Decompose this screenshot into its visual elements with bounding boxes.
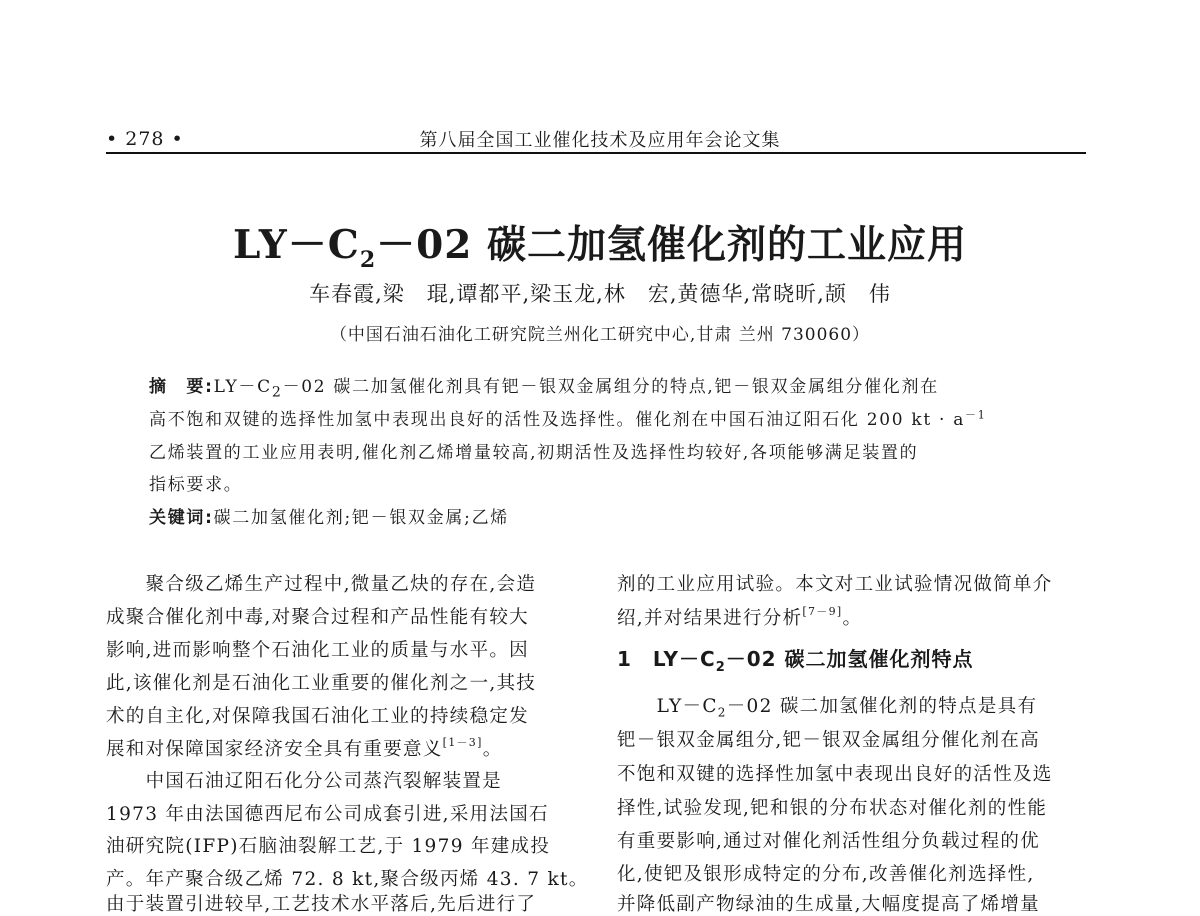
body-line: 产。年产聚合级乙烯 72. 8 kt,聚合级丙烯 43. 7 kt。 bbox=[106, 869, 589, 890]
authors: 车春霞,梁 琨,谭都平,梁玉龙,林 宏,黄德华,常晓昕,颉 伟 bbox=[309, 282, 891, 306]
running-head: 第八届全国工业催化技术及应用年会论文集 bbox=[419, 130, 781, 151]
section-heading-subscript: 2 bbox=[715, 660, 726, 675]
abstract-line-1 bbox=[149, 372, 939, 400]
body-line: 中国石油辽阳石化分公司蒸汽裂解装置是 bbox=[106, 771, 503, 792]
section-heading-text: －02 碳二加氢催化剂特点 bbox=[725, 647, 974, 671]
abstract-text: －02 碳二加氢催化剂具有钯－银双金属组分的特点,钯－银双金属组分催化剂在 bbox=[282, 377, 939, 397]
body-text: 。 bbox=[482, 739, 503, 760]
abstract-subscript: 2 bbox=[271, 384, 283, 401]
citation: [1－3] bbox=[442, 736, 483, 749]
body-line: 钯－银双金属组分,钯－银双金属组分催化剂在高 bbox=[617, 730, 1040, 751]
body-line: 影响,进而影响整个石油化工业的质量与水平。因 bbox=[106, 640, 529, 661]
keywords-label: 关键词: bbox=[149, 508, 214, 528]
abstract-label: 摘 要: bbox=[149, 377, 214, 397]
body-line: 术的自主化,对保障我国石油化工业的持续稳定发 bbox=[106, 706, 529, 727]
abstract-text: 高不饱和双键的选择性加氢中表现出良好的活性及选择性。催化剂在中国石油辽阳石化 200 kt · a bbox=[149, 410, 966, 430]
body-line: 油研究院(IFP)石脑油裂解工艺,于 1979 年建成投 bbox=[106, 836, 551, 857]
body-text: 绍,并对结果进行分析 bbox=[617, 608, 803, 629]
page-number: • 278 • bbox=[106, 128, 184, 150]
body-line: 此,该催化剂是石油化工业重要的催化剂之一,其技 bbox=[106, 673, 537, 694]
body-line bbox=[617, 603, 862, 630]
title-part1: LY－C bbox=[233, 222, 360, 268]
affiliation: （中国石油石油化工研究院兰州化工研究中心,甘肃 兰州 730060） bbox=[329, 325, 871, 345]
abstract-superscript: －1 bbox=[965, 408, 987, 422]
keywords-text: 碳二加氢催化剂;钯－银双金属;乙烯 bbox=[213, 508, 509, 528]
section-heading bbox=[617, 643, 974, 675]
body-line: 1973 年由法国德西尼布公司成套引进,采用法国石 bbox=[106, 804, 549, 825]
body-line: 剂的工业应用试验。本文对工业试验情况做简单介 bbox=[617, 574, 1053, 595]
keywords-line bbox=[149, 503, 509, 528]
body-line bbox=[106, 734, 503, 761]
body-line: 成聚合催化剂中毒,对聚合过程和产品性能有较大 bbox=[106, 607, 529, 628]
body-line: 并降低副产物绿油的生成量,大幅度提高了烯增量 bbox=[617, 894, 1040, 915]
paper-title bbox=[0, 214, 1200, 273]
body-line bbox=[617, 692, 1037, 720]
title-subscript: 2 bbox=[359, 246, 377, 273]
body-line: 由于装置引进较早,工艺技术水平落后,先后进行了 bbox=[106, 894, 537, 915]
title-part2: －02 碳二加氢催化剂的工业应用 bbox=[376, 222, 967, 268]
abstract-line-4: 指标要求。 bbox=[149, 475, 243, 495]
citation: [7－9] bbox=[802, 605, 843, 618]
header-rule bbox=[106, 152, 1086, 154]
abstract-line-2 bbox=[149, 405, 986, 430]
body-line: 有重要影响,通过对催化剂活性组分负载过程的优 bbox=[617, 831, 1040, 852]
body-line: 化,使钯及银形成特定的分布,改善催化剂选择性, bbox=[617, 864, 1035, 885]
body-line: 不饱和双键的选择性加氢中表现出良好的活性及选 bbox=[617, 764, 1053, 785]
section-heading-text: 1 LY－C bbox=[617, 647, 716, 671]
body-line: 聚合级乙烯生产过程中,微量乙炔的存在,会造 bbox=[106, 574, 537, 595]
body-text: －02 碳二加氢催化剂的特点是具有 bbox=[726, 696, 1038, 717]
abstract-text: LY－C bbox=[213, 377, 272, 397]
body-text: LY－C bbox=[617, 696, 718, 717]
body-line: 择性,试验发现,钯和银的分布状态对催化剂的性能 bbox=[617, 798, 1048, 819]
body-text: 。 bbox=[842, 608, 863, 629]
abstract-line-3: 乙烯装置的工业应用表明,催化剂乙烯增量较高,初期活性及选择性均较好,各项能够满足装置的 bbox=[149, 443, 919, 463]
body-text: 展和对保障国家经济安全具有重要意义 bbox=[106, 739, 443, 760]
body-subscript: 2 bbox=[717, 705, 727, 720]
